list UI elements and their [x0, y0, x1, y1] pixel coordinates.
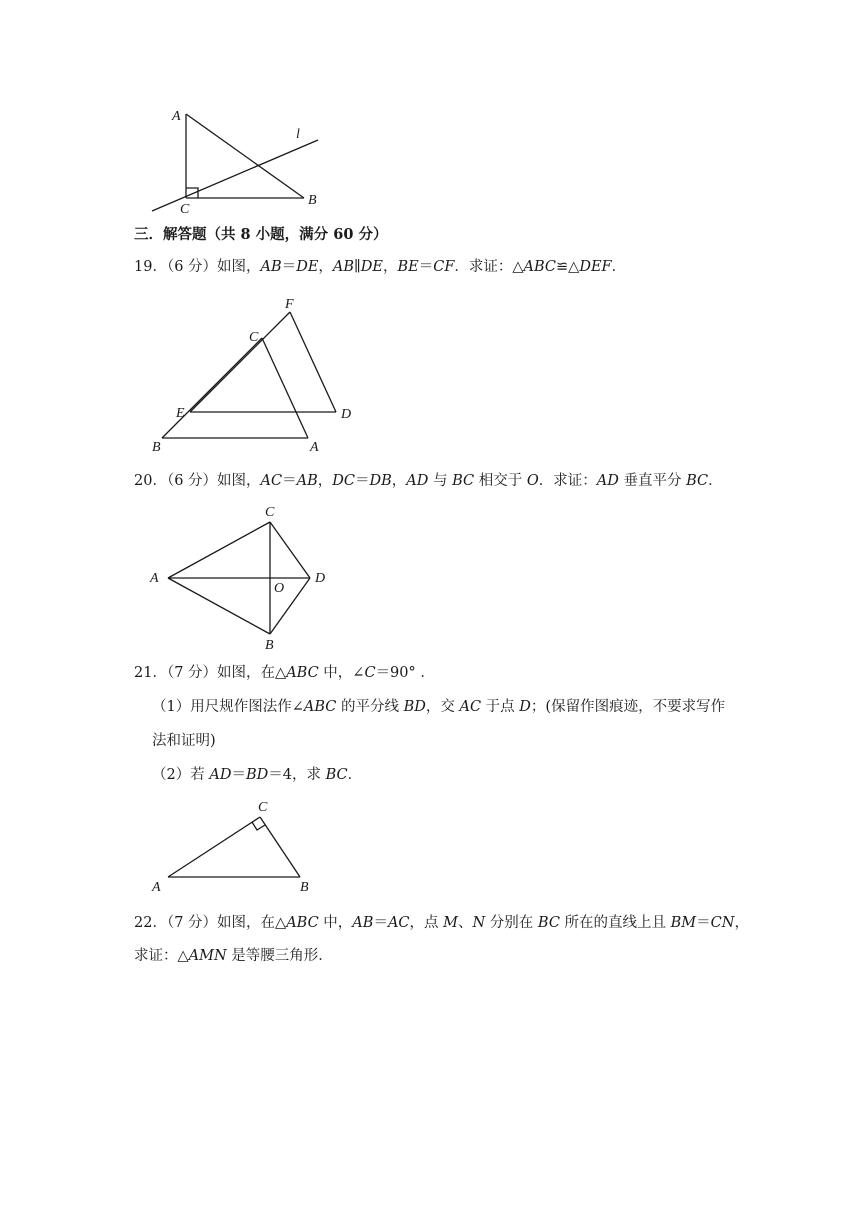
label-b: B: [308, 193, 317, 208]
label-b: B: [152, 440, 161, 455]
label-a: A: [172, 109, 181, 124]
question-20: 20．（6 分）如图，AC＝AB，DC＝DB，AD 与 BC 相交于 O．求证：AD 垂直平分 BC．: [134, 473, 723, 489]
question-21-part-1: （1）用尺规作图法作∠ABC 的平分线 BD，交 AC 于点 D；(保留作图痕迹，不要求写作: [152, 699, 726, 715]
segment-ac: [168, 522, 270, 578]
segment-ac: [168, 817, 260, 877]
segment-bc: [162, 338, 262, 438]
figure-q18: [140, 100, 340, 220]
label-d: D: [341, 407, 352, 422]
right-angle-mark: [252, 822, 265, 830]
question-22: 22．（7 分）如图，在△ABC 中，AB＝AC，点 M、N 分别在 BC 所在的直线上且 BM＝CN，: [134, 915, 749, 931]
line-l: [152, 140, 318, 211]
question-21-part-1-cont: 法和证明): [152, 733, 216, 749]
question-19: 19．（6 分）如图，AB＝DE，AB∥DE，BE＝CF．求证：△ABC≌△DEF．: [134, 259, 627, 275]
segment-ca: [262, 338, 308, 438]
figure-q21: [140, 795, 340, 895]
right-angle-mark: [186, 188, 198, 198]
segment-ab: [186, 114, 304, 198]
label-d: D: [315, 571, 326, 586]
question-21: 21．（7 分）如图，在△ABC 中，∠C＝90° ．: [134, 665, 435, 681]
label-o: O: [274, 581, 285, 596]
segment-cb: [260, 817, 300, 877]
label-e: E: [176, 406, 185, 421]
section-title: 三．解答题（共 8 小题，满分 60 分）: [134, 226, 388, 243]
question-22-line-2: 求证：△AMN 是等腰三角形．: [134, 948, 333, 964]
label-f: F: [285, 297, 294, 312]
figure-q19: [140, 290, 370, 460]
figure-q20: [140, 500, 360, 655]
segment-ab: [168, 578, 270, 634]
segment-cd: [270, 522, 310, 578]
label-b: B: [300, 880, 309, 895]
segment-fd: [290, 312, 336, 412]
question-21-part-2: （2）若 AD＝BD＝4，求 BC．: [152, 767, 363, 783]
label-c: C: [258, 800, 268, 815]
label-c: C: [180, 202, 190, 217]
label-l: l: [296, 127, 300, 142]
label-c: C: [265, 505, 275, 520]
label-c: C: [249, 330, 259, 345]
segment-ef: [190, 312, 290, 412]
label-a: A: [152, 880, 161, 895]
label-a: A: [310, 440, 319, 455]
label-a: A: [150, 571, 159, 586]
label-b: B: [265, 638, 274, 653]
